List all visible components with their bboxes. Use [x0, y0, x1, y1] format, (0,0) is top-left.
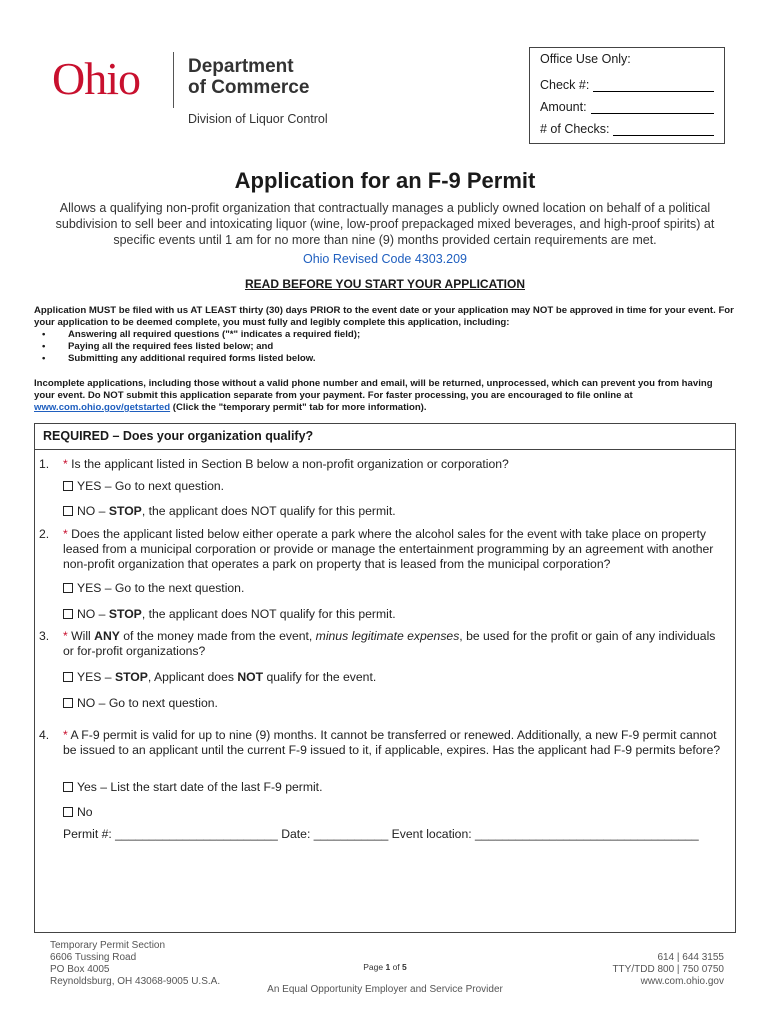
check-number-field[interactable]: [593, 80, 714, 92]
option-label: Yes – List the start date of the last F-9 permit.: [77, 780, 323, 794]
contact-tty: TTY/TDD 800 | 750 0750: [612, 964, 724, 975]
checkbox-icon[interactable]: [63, 807, 73, 817]
list-item: • Answering all required questions ("*" indicates a required field);: [34, 329, 734, 341]
question-number: 2.: [39, 527, 50, 541]
logo-dept-line1: Department: [188, 56, 294, 77]
q1-yes-option[interactable]: [63, 479, 224, 493]
logo-dept-line2: of Commerce: [188, 77, 310, 98]
required-star: *: [63, 629, 68, 643]
contact-phone: 614 | 644 3155: [657, 952, 724, 963]
equal-opportunity-text: An Equal Opportunity Employer and Service Provider: [267, 984, 503, 995]
page-label: Page: [363, 962, 386, 972]
option-label: NO –: [77, 504, 109, 518]
requirements-list: [34, 329, 734, 365]
ohio-commerce-logo: [52, 48, 332, 128]
logo-divider: [173, 52, 174, 108]
filing-requirements: [34, 305, 734, 365]
required-star: *: [63, 527, 68, 541]
q1-no-option[interactable]: [63, 504, 396, 518]
option-label: NO – Go to next question.: [77, 696, 218, 710]
option-label: YES – Go to the next question.: [77, 581, 245, 595]
section-heading: REQUIRED – Does your organization qualify?: [35, 424, 735, 450]
question-3: [39, 629, 729, 659]
address-line: Reynoldsburg, OH 43068-9005 U.S.A.: [50, 976, 221, 987]
question-text: Does the applicant listed below either operate a park where the alcohol sales for the event with take place on property leased from a municipal corporation or provide or manage the entertainment programming by an agreement with another non-profit organization that operates a park on property that is leased from the municipal corporation?: [63, 527, 714, 571]
option-not: NOT: [237, 670, 264, 684]
option-stop: STOP: [108, 504, 142, 518]
incomplete-notice: [34, 378, 734, 414]
question-4: [39, 728, 729, 758]
question-text: Is the applicant listed in Section B below a non-profit organization or corporation?: [71, 457, 509, 471]
required-star: *: [63, 728, 68, 742]
q2-no-option[interactable]: [63, 607, 396, 621]
question-1: [39, 457, 729, 472]
office-use-box: [529, 47, 725, 144]
question-text: Will: [71, 629, 95, 643]
question-number: 1.: [39, 457, 50, 471]
checkbox-icon[interactable]: [63, 782, 73, 792]
page-label: of: [390, 962, 403, 972]
checkbox-icon[interactable]: [63, 609, 73, 619]
amount-field[interactable]: [591, 102, 714, 114]
check-number-label: Check #:: [540, 78, 590, 92]
question-2: [39, 527, 729, 572]
q4-no-option[interactable]: [63, 805, 93, 819]
num-checks-label: # of Checks:: [540, 122, 610, 136]
incomplete-tail: (Click the "temporary permit" tab for more information).: [170, 402, 427, 413]
checkbox-icon[interactable]: [63, 506, 73, 516]
option-label: , Applicant does: [147, 670, 238, 684]
qualification-section: [34, 423, 736, 933]
incomplete-text: Incomplete applications, including those without a valid phone number and email, will be returned, unprocessed, which can prevent you from having your event. Do NOT submit this application separate from your payment. For faster processing, you are encouraged to file online at: [34, 378, 713, 401]
option-stop: STOP: [108, 607, 142, 621]
address-line: Temporary Permit Section: [50, 940, 166, 951]
orc-link[interactable]: Ohio Revised Code 4303.209: [302, 252, 467, 266]
checkbox-icon[interactable]: [63, 583, 73, 593]
amount-label: Amount:: [540, 100, 587, 114]
address-line: PO Box 4005: [50, 964, 110, 975]
list-item: • Paying all the required fees listed below; and: [34, 341, 734, 353]
required-star: *: [63, 457, 68, 471]
footer-contact: [612, 952, 724, 988]
checkbox-icon[interactable]: [63, 481, 73, 491]
page-total: 5: [402, 962, 407, 972]
read-before-heading: READ BEFORE YOU START YOUR APPLICATION: [244, 277, 526, 291]
q3-no-option[interactable]: [63, 696, 218, 710]
getstarted-link[interactable]: www.com.ohio.gov/getstarted: [34, 402, 171, 413]
page-current: 1: [385, 962, 391, 972]
logo-division: Division of Liquor Control: [188, 112, 328, 126]
option-label: , the applicant does NOT qualify for this permit.: [141, 607, 396, 621]
option-label: YES – Go to next question.: [77, 479, 225, 493]
logo-department: [188, 56, 309, 98]
must-text: Application MUST be filed with us AT LEAST thirty (30) days PRIOR to the event date or your application may NOT be approved in time for your event. For your application to be deemed complete, you must fully and legibly complete this application, including:: [34, 305, 734, 328]
question-text: A F-9 permit is valid for up to nine (9) months. It cannot be transferred or renewed. Additionally, a new F-9 permit cannot be issued to an applicant until the current F-9 issued to it, if applicable, expires. Has the applicant had F-9 permits before?: [63, 728, 721, 757]
office-use-title: Office Use Only:: [540, 52, 631, 66]
previous-permit-fields[interactable]: Permit #: ________________________ Date: ___________ Event location: _________________________________: [63, 827, 699, 841]
option-label: No: [77, 805, 93, 819]
question-text: of the money made from the event,: [119, 629, 316, 643]
logo-ohio-text: Ohio: [52, 53, 140, 104]
option-label: qualify for the event.: [263, 670, 377, 684]
q4-yes-option[interactable]: [63, 780, 322, 794]
question-text: , be used for the profit or gain of any individuals or for-profit organizations?: [63, 629, 716, 658]
option-label: , the applicant does NOT qualify for this permit.: [141, 504, 396, 518]
option-stop: STOP: [114, 670, 148, 684]
checkbox-icon[interactable]: [63, 672, 73, 682]
question-emphasis: ANY: [94, 629, 120, 643]
q3-yes-option[interactable]: [63, 670, 376, 684]
num-checks-field[interactable]: [613, 124, 714, 136]
page-title: Application for an F-9 Permit: [234, 168, 536, 193]
contact-website[interactable]: www.com.ohio.gov: [640, 976, 724, 987]
address-line: 6606 Tussing Road: [50, 952, 137, 963]
intro-paragraph: Allows a qualifying non-profit organization that contractually manages a publicly owned location on behalf of a political subdivision to sell beer and intoxicating liquor (wine, low-proof prepackaged mixed beverages, and high-proof spirits) at specific events until 1 am for no more than nine (9) months provided certain requirements are met.: [55, 201, 715, 247]
q2-yes-option[interactable]: [63, 581, 244, 595]
list-item: • Submitting any additional required forms listed below.: [34, 353, 734, 365]
question-number: 3.: [39, 629, 50, 643]
question-italic: minus legitimate expenses: [315, 629, 460, 643]
option-label: NO –: [77, 607, 109, 621]
question-number: 4.: [39, 728, 50, 742]
checkbox-icon[interactable]: [63, 698, 73, 708]
option-label: YES –: [77, 670, 115, 684]
